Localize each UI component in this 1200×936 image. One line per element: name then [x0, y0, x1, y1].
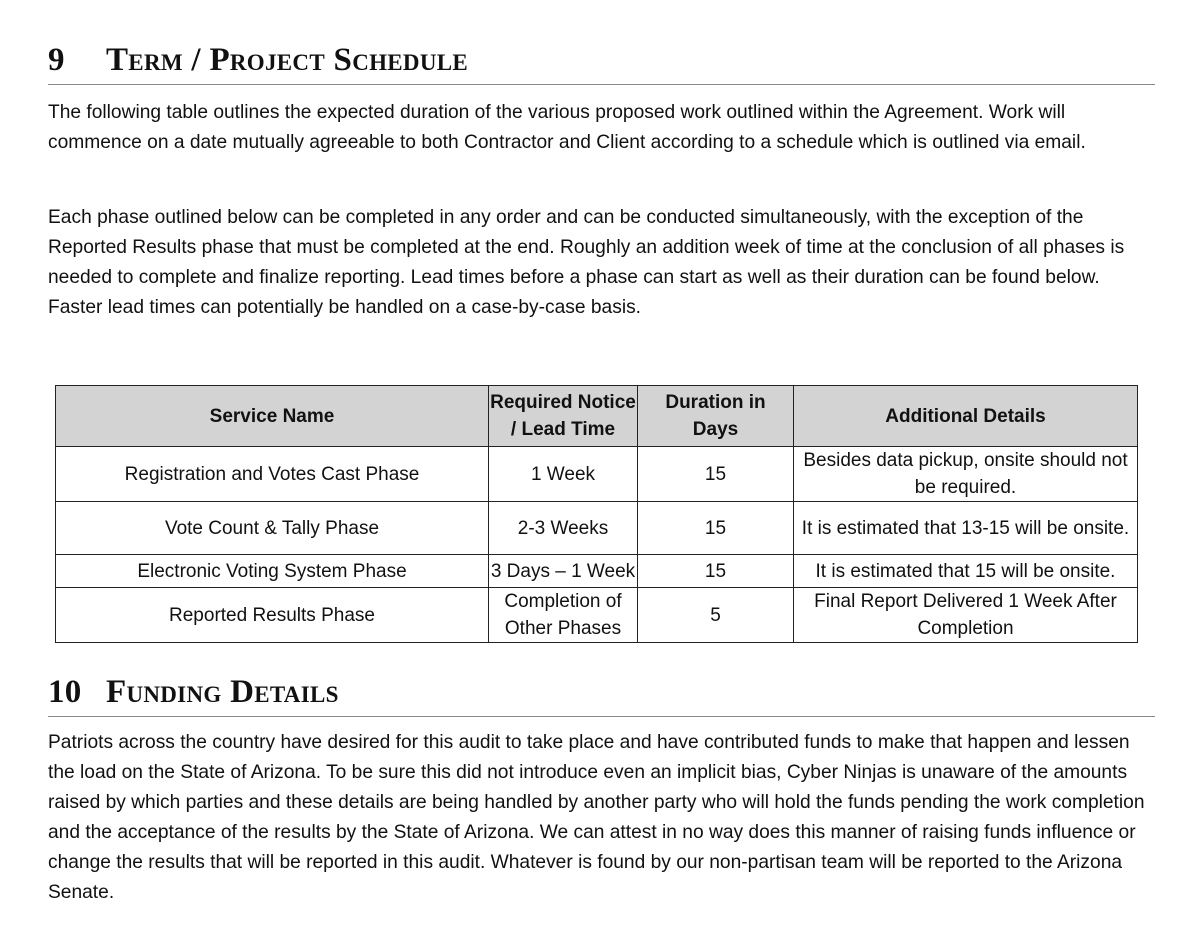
- cell-service: Registration and Votes Cast Phase: [56, 447, 489, 502]
- header-additional-details: Additional Details: [794, 386, 1138, 447]
- cell-duration: 5: [638, 588, 794, 643]
- cell-service: Vote Count & Tally Phase: [56, 502, 489, 555]
- table-row: [56, 588, 1138, 643]
- cell-notice: 1 Week: [489, 447, 638, 502]
- header-required-notice: Required Notice / Lead Time: [489, 386, 638, 447]
- cell-service: Reported Results Phase: [56, 588, 489, 643]
- cell-details: Besides data pickup, onsite should not be required.: [794, 447, 1138, 502]
- cell-details: It is estimated that 13-15 will be onsite.: [794, 502, 1138, 555]
- table-row: [56, 555, 1138, 588]
- section-9-heading: [48, 42, 1155, 85]
- cell-service: Electronic Voting System Phase: [56, 555, 489, 588]
- section-10-title: Funding Details: [106, 674, 339, 710]
- cell-notice: 3 Days – 1 Week: [489, 555, 638, 588]
- table-row: [56, 447, 1138, 502]
- cell-duration: 15: [638, 502, 794, 555]
- header-duration: Duration in Days: [638, 386, 794, 447]
- section-9-paragraph-1: The following table outlines the expected duration of the various proposed work outlined within the Agreement. Work will commence on a date mutually agreeable to both Contractor and Client according to a schedule which is outlined via email.: [48, 102, 1086, 153]
- cell-duration: 15: [638, 555, 794, 588]
- cell-notice: Completion of Other Phases: [489, 588, 638, 643]
- section-9-paragraph-2: Each phase outlined below can be completed in any order and can be conducted simultaneously, with the exception of the Reported Results phase that must be completed at the end. Roughly an addition week of time at the conclusion of all phases is needed to complete and finalize reporting. Lead times before a phase can start as well as their duration can be found below. Faster lead times can potentially be handled on a case-by-case basis.: [48, 207, 1125, 318]
- table-row: [56, 502, 1138, 555]
- header-service-name: Service Name: [56, 386, 489, 447]
- section-10-number: 10: [48, 674, 82, 710]
- cell-notice: 2-3 Weeks: [489, 502, 638, 555]
- section-10-paragraph: Patriots across the country have desired for this audit to take place and have contributed funds to make that happen and lessen the load on the State of Arizona. To be sure this did not introduce even an implicit bias, Cyber Ninjas is unaware of the amounts raised by which parties and these details are being handled by another party who will hold the funds pending the work completion and the acceptance of the results by the State of Arizona. We can attest in no way does this manner of raising funds influence or change the results that will be reported in this audit. Whatever is found by our non-partisan team will be reported to the Arizona Senate.: [48, 732, 1145, 903]
- section-9-number: 9: [48, 42, 65, 78]
- schedule-table: [55, 385, 1138, 643]
- section-10-heading: [48, 674, 1155, 717]
- cell-duration: 15: [638, 447, 794, 502]
- cell-details: Final Report Delivered 1 Week After Completion: [794, 588, 1138, 643]
- section-9-title: Term / Project Schedule: [106, 42, 469, 78]
- cell-details: It is estimated that 15 will be onsite.: [794, 555, 1138, 588]
- table-header-row: [56, 386, 1138, 447]
